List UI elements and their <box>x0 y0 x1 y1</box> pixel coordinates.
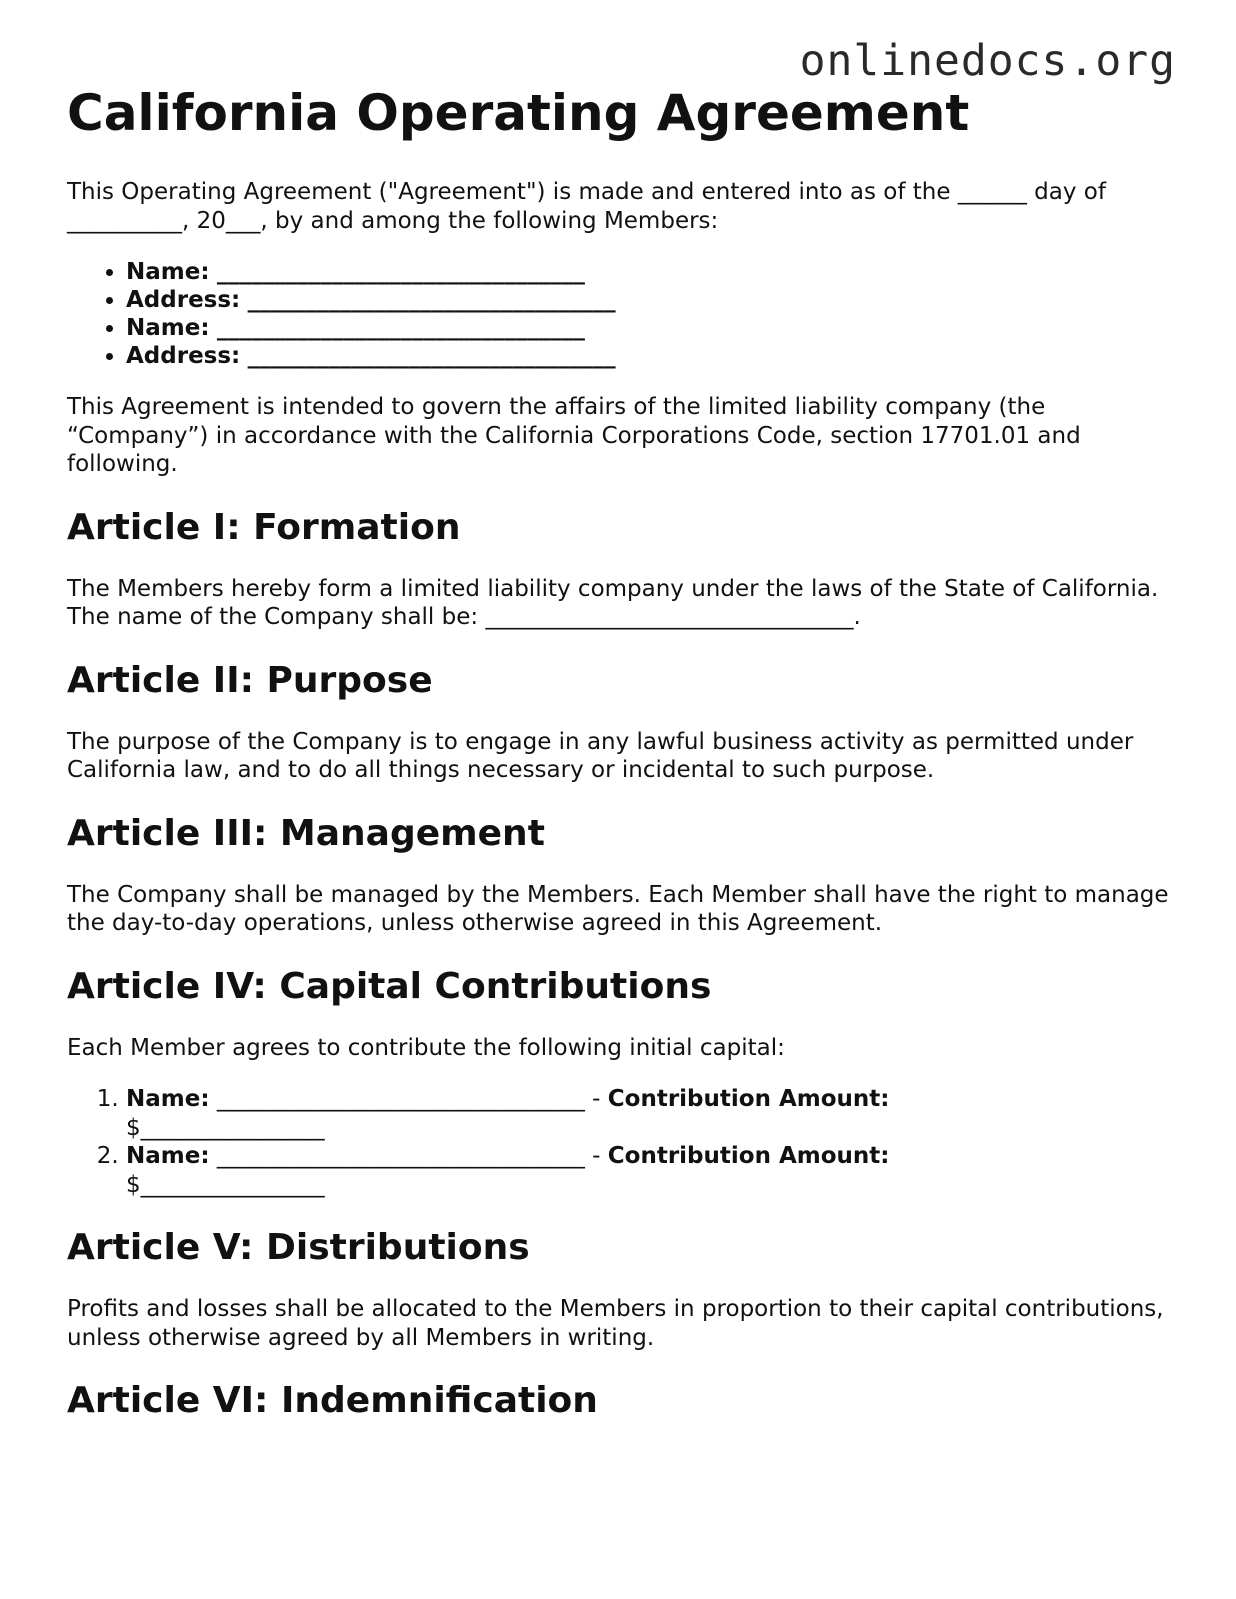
article-indemnification-heading: Article VI: Indemnification <box>67 1380 598 1421</box>
contribution-amount-label: Contribution Amount: <box>607 1086 890 1112</box>
page-title: California Operating Agreement <box>67 84 970 142</box>
list-item <box>126 258 1177 286</box>
list-item <box>126 342 1177 370</box>
article-formation-text: The Members hereby form a limited liability company under the laws of the State of California. The name of the Company shall be: ________________________________. <box>67 575 1159 630</box>
article-capital-heading: Article IV: Capital Contributions <box>67 965 712 1007</box>
article-purpose-heading: Article II: Purpose <box>67 659 433 701</box>
contribution-name-label: Name: <box>126 1086 210 1112</box>
list-item <box>126 314 1177 342</box>
list-item <box>126 286 1177 314</box>
contribution-amount-blank: $________________ <box>126 1171 325 1198</box>
members-list <box>67 258 1177 370</box>
contribution-separator: - <box>584 1086 608 1112</box>
list-item <box>126 1085 1006 1142</box>
article-distributions-heading: Article V: Distributions <box>67 1227 530 1268</box>
contribution-amount-blank: $________________ <box>126 1114 325 1141</box>
article-management-heading: Article III: Management <box>67 812 545 854</box>
member-field-blank: ________________________________ <box>247 287 616 313</box>
member-field-blank: ________________________________ <box>216 259 585 285</box>
contribution-amount-label: Contribution Amount: <box>607 1143 890 1169</box>
member-field-label: Name: <box>126 259 210 285</box>
article-capital-text: Each Member agrees to contribute the following initial capital: <box>67 1034 785 1061</box>
member-field-blank: ________________________________ <box>216 315 585 341</box>
article-purpose-text: The purpose of the Company is to engage in any lawful business activity as permitted under California law, and to do all things necessary or incidental to such purpose. <box>67 728 1134 783</box>
contribution-separator: - <box>584 1143 608 1169</box>
member-field-blank: ________________________________ <box>247 343 616 369</box>
contribution-name-label: Name: <box>126 1143 210 1169</box>
document-body <box>67 84 1177 1423</box>
member-field-label: Address: <box>126 287 241 313</box>
watermark-logo: onlinedocs.org <box>799 36 1176 86</box>
article-distributions-text: Profits and losses shall be allocated to the Members in proportion to their capital contributions, unless otherwise agreed by all Members in writing. <box>67 1296 1164 1351</box>
list-item <box>126 1142 1006 1199</box>
contributions-list <box>67 1085 1006 1199</box>
contribution-name-blank: ________________________________ <box>216 1086 585 1112</box>
member-field-label: Address: <box>126 343 241 369</box>
article-formation-heading: Article I: Formation <box>67 506 461 548</box>
governance-paragraph: This Agreement is intended to govern the affairs of the limited liability company (the “Company”) in accordance with the California Corporations Code, section 17701.01 and following. <box>67 394 1081 477</box>
member-field-label: Name: <box>126 315 210 341</box>
contribution-name-blank: ________________________________ <box>216 1143 585 1169</box>
article-management-text: The Company shall be managed by the Members. Each Member shall have the right to manage the day-to-day operations, unless otherwise agreed in this Agreement. <box>67 881 1169 936</box>
intro-paragraph: This Operating Agreement ("Agreement") is made and entered into as of the ______ day of __________, 20___, by and among the following Members: <box>67 179 1106 234</box>
